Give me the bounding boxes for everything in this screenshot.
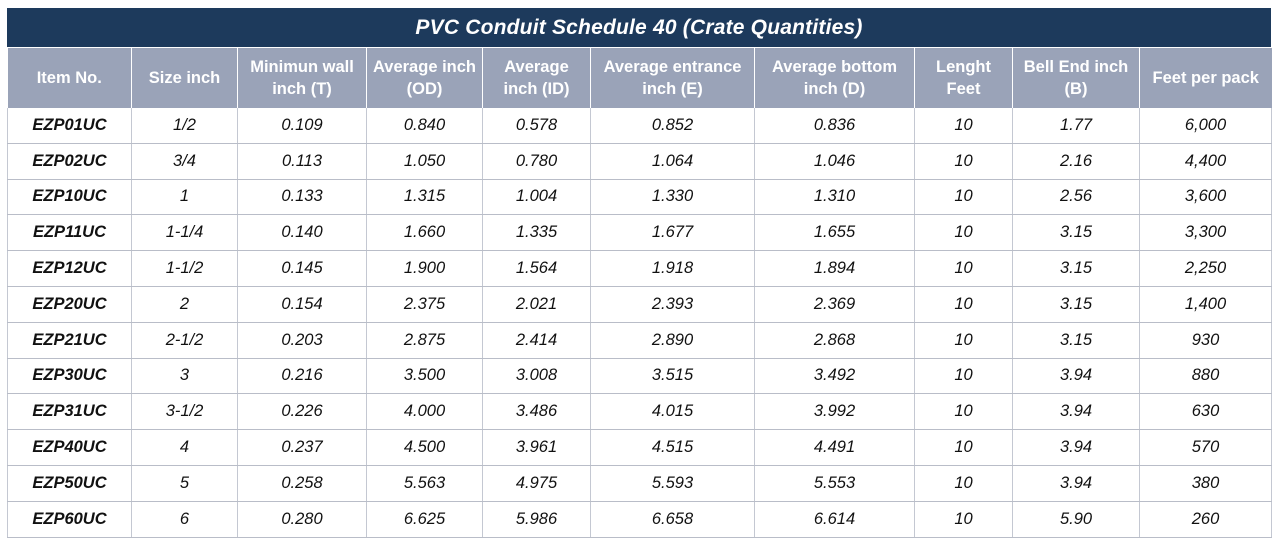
table-cell: 10 [915, 251, 1013, 287]
table-row [8, 465, 1272, 501]
table-cell: 1.004 [483, 179, 591, 215]
table-cell: 880 [1140, 358, 1272, 394]
table-cell: 2.414 [483, 322, 591, 358]
table-cell: 1.315 [367, 179, 483, 215]
header-bell-end: Bell End inch (B) [1013, 48, 1140, 109]
table-cell: 10 [915, 108, 1013, 143]
table-cell: 6.658 [591, 501, 755, 537]
header-avg-od: Average inch (OD) [367, 48, 483, 109]
table-cell: 1.918 [591, 251, 755, 287]
table-cell: 2.021 [483, 286, 591, 322]
table-cell: 1.310 [755, 179, 915, 215]
header-feet-per-pack: Feet per pack [1140, 48, 1272, 109]
table-cell: 3.15 [1013, 215, 1140, 251]
table-cell: 3.961 [483, 430, 591, 466]
table-cell: EZP01UC [8, 108, 132, 143]
table-cell: 3.500 [367, 358, 483, 394]
table-cell: 1.330 [591, 179, 755, 215]
table-cell: 1.900 [367, 251, 483, 287]
table-row [8, 322, 1272, 358]
table-cell: 3/4 [132, 143, 238, 179]
table-cell: 0.258 [238, 465, 367, 501]
table-cell: 2.393 [591, 286, 755, 322]
table-cell: 10 [915, 286, 1013, 322]
table-cell: 6,000 [1140, 108, 1272, 143]
table-cell: 3.94 [1013, 394, 1140, 430]
table-row [8, 251, 1272, 287]
table-row [8, 179, 1272, 215]
table-row [8, 286, 1272, 322]
table-cell: 1.046 [755, 143, 915, 179]
table-title: PVC Conduit Schedule 40 (Crate Quantities) [7, 8, 1271, 47]
header-length: Lenght Feet [915, 48, 1013, 109]
table-cell: 3,300 [1140, 215, 1272, 251]
table-cell: EZP10UC [8, 179, 132, 215]
table-cell: 2 [132, 286, 238, 322]
table-cell: 2.56 [1013, 179, 1140, 215]
table-cell: 5.593 [591, 465, 755, 501]
table-cell: 5.90 [1013, 501, 1140, 537]
table-cell: 3.94 [1013, 430, 1140, 466]
table-cell: 4.000 [367, 394, 483, 430]
table-cell: 1.064 [591, 143, 755, 179]
table-cell: 4 [132, 430, 238, 466]
table-cell: 630 [1140, 394, 1272, 430]
table-row [8, 430, 1272, 466]
table-cell: 2.890 [591, 322, 755, 358]
table-cell: 3.94 [1013, 358, 1140, 394]
conduit-table-container [7, 8, 1271, 538]
table-cell: 1.677 [591, 215, 755, 251]
table-cell: 3-1/2 [132, 394, 238, 430]
header-avg-entrance: Average entrance inch (E) [591, 48, 755, 109]
table-cell: 3,600 [1140, 179, 1272, 215]
table-cell: 0.203 [238, 322, 367, 358]
table-cell: 2-1/2 [132, 322, 238, 358]
table-cell: 1.77 [1013, 108, 1140, 143]
table-cell: 380 [1140, 465, 1272, 501]
table-cell: 3.15 [1013, 322, 1140, 358]
table-header-row [8, 48, 1272, 109]
table-cell: EZP60UC [8, 501, 132, 537]
table-cell: 0.113 [238, 143, 367, 179]
table-cell: 10 [915, 322, 1013, 358]
table-cell: 1.660 [367, 215, 483, 251]
table-row [8, 394, 1272, 430]
table-cell: 1/2 [132, 108, 238, 143]
table-cell: 3 [132, 358, 238, 394]
table-cell: 1.894 [755, 251, 915, 287]
table-cell: 3.15 [1013, 251, 1140, 287]
table-cell: 10 [915, 143, 1013, 179]
conduit-schedule-table [7, 47, 1272, 538]
table-cell: 1,400 [1140, 286, 1272, 322]
table-cell: 1-1/4 [132, 215, 238, 251]
table-cell: 10 [915, 430, 1013, 466]
header-avg-bottom: Average bottom inch (D) [755, 48, 915, 109]
table-cell: 0.578 [483, 108, 591, 143]
table-cell: 0.852 [591, 108, 755, 143]
table-cell: 4,400 [1140, 143, 1272, 179]
header-min-wall: Minimun wall inch (T) [238, 48, 367, 109]
table-cell: EZP21UC [8, 322, 132, 358]
table-cell: 0.840 [367, 108, 483, 143]
table-cell: 0.216 [238, 358, 367, 394]
table-cell: 1-1/2 [132, 251, 238, 287]
table-cell: 1.050 [367, 143, 483, 179]
table-cell: 0.780 [483, 143, 591, 179]
table-cell: 260 [1140, 501, 1272, 537]
table-cell: 1.655 [755, 215, 915, 251]
table-cell: 930 [1140, 322, 1272, 358]
table-cell: EZP02UC [8, 143, 132, 179]
header-item-no: Item No. [8, 48, 132, 109]
table-cell: 3.515 [591, 358, 755, 394]
header-avg-id: Average inch (ID) [483, 48, 591, 109]
table-cell: 0.237 [238, 430, 367, 466]
table-cell: 6.614 [755, 501, 915, 537]
table-cell: EZP20UC [8, 286, 132, 322]
table-cell: 10 [915, 394, 1013, 430]
table-cell: 5 [132, 465, 238, 501]
table-cell: 4.491 [755, 430, 915, 466]
table-row [8, 215, 1272, 251]
table-cell: EZP50UC [8, 465, 132, 501]
table-cell: 3.492 [755, 358, 915, 394]
table-cell: 4.015 [591, 394, 755, 430]
table-cell: 1 [132, 179, 238, 215]
table-row [8, 358, 1272, 394]
table-cell: 2.375 [367, 286, 483, 322]
table-cell: 10 [915, 215, 1013, 251]
header-size: Size inch [132, 48, 238, 109]
table-cell: EZP40UC [8, 430, 132, 466]
table-cell: 5.553 [755, 465, 915, 501]
table-cell: 0.140 [238, 215, 367, 251]
table-cell: 3.94 [1013, 465, 1140, 501]
table-cell: 2,250 [1140, 251, 1272, 287]
table-cell: 0.226 [238, 394, 367, 430]
table-cell: 10 [915, 358, 1013, 394]
table-cell: EZP12UC [8, 251, 132, 287]
table-row [8, 143, 1272, 179]
table-cell: 10 [915, 501, 1013, 537]
table-cell: 0.133 [238, 179, 367, 215]
table-cell: 4.975 [483, 465, 591, 501]
table-cell: 1.335 [483, 215, 591, 251]
table-body [8, 108, 1272, 537]
table-cell: 3.008 [483, 358, 591, 394]
table-cell: 4.500 [367, 430, 483, 466]
table-cell: 5.986 [483, 501, 591, 537]
table-cell: 570 [1140, 430, 1272, 466]
table-cell: EZP11UC [8, 215, 132, 251]
table-cell: 0.109 [238, 108, 367, 143]
table-cell: 10 [915, 465, 1013, 501]
table-cell: 3.992 [755, 394, 915, 430]
table-row [8, 501, 1272, 537]
table-cell: 0.154 [238, 286, 367, 322]
table-cell: 6.625 [367, 501, 483, 537]
table-cell: EZP30UC [8, 358, 132, 394]
table-cell: 0.280 [238, 501, 367, 537]
table-cell: 0.836 [755, 108, 915, 143]
table-cell: 2.875 [367, 322, 483, 358]
table-cell: 4.515 [591, 430, 755, 466]
table-cell: 6 [132, 501, 238, 537]
table-cell: 2.369 [755, 286, 915, 322]
table-cell: EZP31UC [8, 394, 132, 430]
table-row [8, 108, 1272, 143]
table-cell: 0.145 [238, 251, 367, 287]
table-cell: 1.564 [483, 251, 591, 287]
table-cell: 5.563 [367, 465, 483, 501]
table-cell: 2.16 [1013, 143, 1140, 179]
table-cell: 3.15 [1013, 286, 1140, 322]
table-cell: 10 [915, 179, 1013, 215]
table-cell: 2.868 [755, 322, 915, 358]
table-cell: 3.486 [483, 394, 591, 430]
